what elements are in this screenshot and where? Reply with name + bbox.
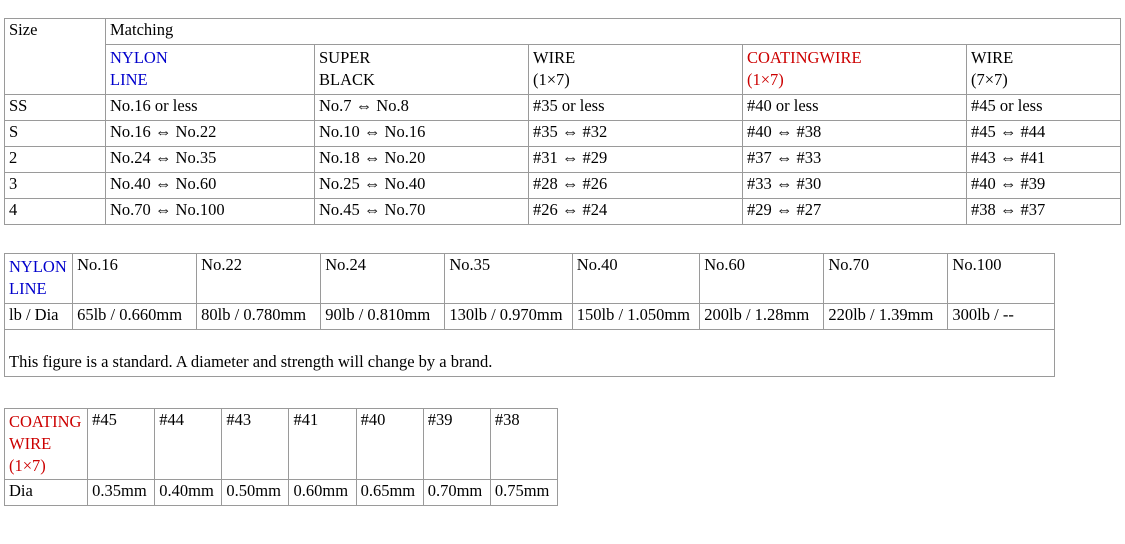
row-size-label: 2 — [5, 146, 106, 172]
column-header-nylon-line — [106, 45, 315, 95]
cell-nylon-line: No.40 ⇔ No.60 — [106, 172, 315, 198]
coating-wire-header-l2: WIRE — [9, 433, 52, 453]
spec-row-label: lb / Dia — [5, 303, 73, 329]
column-header-coating-wire-l1: COATINGWIRE — [747, 48, 862, 67]
table-row — [5, 146, 1121, 172]
cell-super-black: No.18 ⇔ No.20 — [315, 146, 529, 172]
table-row — [5, 254, 1055, 304]
cell-wire-7x7: #43 ⇔ #41 — [967, 146, 1121, 172]
nylon-line-spec-table — [4, 253, 1055, 377]
row-size-label: 4 — [5, 198, 106, 224]
nylon-spec: 200lb / 1.28mm — [700, 303, 824, 329]
cell-super-black: No.25 ⇔ No.40 — [315, 172, 529, 198]
row-size-label: S — [5, 120, 106, 146]
standard-note: This figure is a standard. A diameter and strength will change by a brand. — [5, 329, 1055, 376]
nylon-spec: 300lb / -- — [948, 303, 1055, 329]
coating-wire-number: #41 — [289, 409, 356, 480]
column-header-nylon-line-l2: LINE — [110, 69, 148, 89]
table-row — [5, 172, 1121, 198]
coating-wire-header — [5, 409, 88, 480]
coating-wire-number: #43 — [222, 409, 289, 480]
matching-chart-table — [4, 18, 1121, 225]
cell-nylon-line: No.24 ⇔ No.35 — [106, 146, 315, 172]
nylon-spec: 90lb / 0.810mm — [321, 303, 445, 329]
table-row — [5, 94, 1121, 120]
coating-wire-dia: 0.65mm — [356, 480, 423, 506]
cell-coating-wire: #37 ⇔ #33 — [743, 146, 967, 172]
row-size-label: 3 — [5, 172, 106, 198]
cell-coating-wire: #29 ⇔ #27 — [743, 198, 967, 224]
cell-super-black: No.7 ⇔ No.8 — [315, 94, 529, 120]
nylon-size: No.70 — [824, 254, 948, 304]
coating-wire-dia-table — [4, 408, 558, 506]
column-header-coating-wire — [743, 45, 967, 95]
cell-coating-wire: #33 ⇔ #30 — [743, 172, 967, 198]
column-header-wire-7x7-l2: (7×7) — [971, 69, 1008, 89]
cell-nylon-line: No.16 ⇔ No.22 — [106, 120, 315, 146]
cell-wire-1x7: #31 ⇔ #29 — [529, 146, 743, 172]
table-row — [5, 480, 558, 506]
cell-coating-wire: #40 ⇔ #38 — [743, 120, 967, 146]
coating-wire-dia: 0.35mm — [88, 480, 155, 506]
cell-super-black: No.10 ⇔ No.16 — [315, 120, 529, 146]
coating-wire-dia: 0.50mm — [222, 480, 289, 506]
nylon-size: No.40 — [572, 254, 699, 304]
nylon-size: No.24 — [321, 254, 445, 304]
nylon-spec: 220lb / 1.39mm — [824, 303, 948, 329]
column-header-wire-7x7-l1: WIRE — [971, 48, 1014, 67]
table-row — [5, 45, 1121, 95]
dia-row-label: Dia — [5, 480, 88, 506]
coating-wire-number: #39 — [423, 409, 490, 480]
nylon-spec: 80lb / 0.780mm — [197, 303, 321, 329]
column-header-super-black-l2: BLACK — [319, 69, 375, 89]
coating-wire-header-l1: COATING — [9, 412, 82, 431]
coating-wire-number: #44 — [155, 409, 222, 480]
size-corner-header: Size — [5, 19, 106, 95]
column-header-super-black — [315, 45, 529, 95]
table-row — [5, 120, 1121, 146]
nylon-size: No.16 — [73, 254, 197, 304]
nylon-size: No.100 — [948, 254, 1055, 304]
table-row — [5, 409, 558, 480]
nylon-size: No.60 — [700, 254, 824, 304]
matching-group-header: Matching — [106, 19, 1121, 45]
table-row — [5, 329, 1055, 376]
cell-coating-wire: #40 or less — [743, 94, 967, 120]
column-header-super-black-l1: SUPER — [319, 48, 371, 67]
cell-wire-1x7: #28 ⇔ #26 — [529, 172, 743, 198]
cell-nylon-line: No.70 ⇔ No.100 — [106, 198, 315, 224]
column-header-coating-wire-l2: (1×7) — [747, 69, 784, 89]
nylon-size: No.35 — [445, 254, 572, 304]
cell-wire-1x7: #35 or less — [529, 94, 743, 120]
cell-wire-7x7: #38 ⇔ #37 — [967, 198, 1121, 224]
cell-super-black: No.45 ⇔ No.70 — [315, 198, 529, 224]
cell-wire-7x7: #45 ⇔ #44 — [967, 120, 1121, 146]
cell-wire-7x7: #45 or less — [967, 94, 1121, 120]
column-header-nylon-line-l1: NYLON — [110, 48, 168, 67]
cell-wire-1x7: #26 ⇔ #24 — [529, 198, 743, 224]
table-row — [5, 19, 1121, 45]
coating-wire-dia: 0.60mm — [289, 480, 356, 506]
coating-wire-dia: 0.40mm — [155, 480, 222, 506]
nylon-line-header — [5, 254, 73, 304]
nylon-line-header-l1: NYLON — [9, 257, 67, 276]
table-row — [5, 303, 1055, 329]
column-header-wire-1x7-l2: (1×7) — [533, 69, 570, 89]
coating-wire-dia: 0.70mm — [423, 480, 490, 506]
cell-wire-1x7: #35 ⇔ #32 — [529, 120, 743, 146]
coating-wire-number: #38 — [490, 409, 557, 480]
coating-wire-number: #45 — [88, 409, 155, 480]
nylon-line-header-l2: LINE — [9, 278, 47, 298]
row-size-label: SS — [5, 94, 106, 120]
coating-wire-number: #40 — [356, 409, 423, 480]
column-header-wire-7x7 — [967, 45, 1121, 95]
table-row — [5, 198, 1121, 224]
column-header-wire-1x7-l1: WIRE — [533, 48, 576, 67]
nylon-spec: 130lb / 0.970mm — [445, 303, 572, 329]
nylon-spec: 65lb / 0.660mm — [73, 303, 197, 329]
cell-nylon-line: No.16 or less — [106, 94, 315, 120]
column-header-wire-1x7 — [529, 45, 743, 95]
nylon-spec: 150lb / 1.050mm — [572, 303, 699, 329]
coating-wire-dia: 0.75mm — [490, 480, 557, 506]
cell-wire-7x7: #40 ⇔ #39 — [967, 172, 1121, 198]
coating-wire-header-l3: (1×7) — [9, 455, 46, 475]
nylon-size: No.22 — [197, 254, 321, 304]
